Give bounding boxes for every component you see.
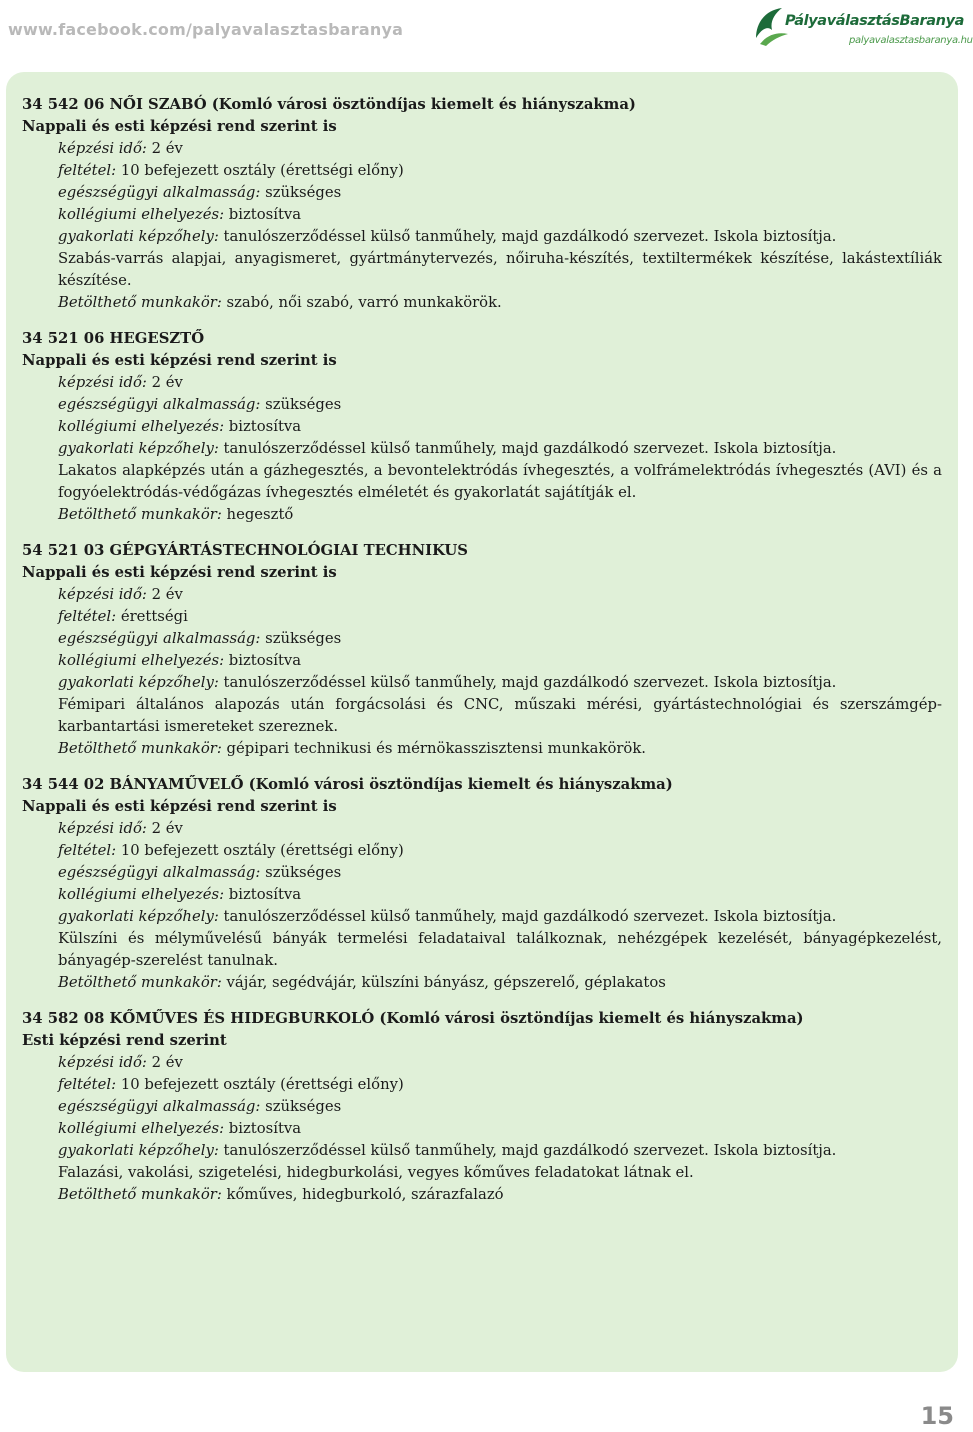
practice-row: [58, 226, 942, 248]
duration-value: 2 év: [151, 374, 183, 391]
course-mode: Nappali és esti képzési rend szerint is: [22, 352, 337, 369]
duration-row: [58, 818, 942, 840]
condition-row: [58, 1074, 942, 1096]
duration-label: képzési idő:: [58, 820, 147, 837]
course-description: Szabás-varrás alapjai, anyagismeret, gyártmánytervezés, nőiruha-készítés, textiltermékek készítése, lakástextíliák készítése.: [58, 250, 942, 289]
course-section: [22, 1008, 942, 1206]
jobs-value: vájár, segédvájár, külszíni bányász, gépszerelő, géplakatos: [226, 974, 666, 991]
health-label: egészségügyi alkalmasság:: [58, 396, 261, 413]
course-mode: Esti képzési rend szerint: [22, 1032, 227, 1049]
duration-label: képzési idő:: [58, 1054, 147, 1071]
course-section: [22, 774, 942, 994]
dorm-label: kollégiumi elhelyezés:: [58, 206, 225, 223]
condition-label: feltétel:: [58, 162, 117, 179]
course-mode: Nappali és esti képzési rend szerint is: [22, 564, 337, 581]
course-description: Falazási, vakolási, szigetelési, hidegburkolási, vegyes kőműves feladatokat látnak el.: [58, 1164, 694, 1181]
course-title: 34 521 06 HEGESZTŐ: [22, 330, 205, 347]
jobs-row: [58, 504, 942, 526]
course-section: [22, 540, 942, 760]
health-label: egészségügyi alkalmasság:: [58, 630, 261, 647]
dorm-value: biztosítva: [228, 206, 302, 223]
jobs-label: Betölthető munkakör:: [58, 506, 222, 523]
condition-label: feltétel:: [58, 608, 117, 625]
course-details: [22, 818, 942, 994]
practice-label: gyakorlati képzőhely:: [58, 674, 219, 691]
dorm-value: biztosítva: [228, 418, 302, 435]
duration-value: 2 év: [151, 140, 183, 157]
practice-row: [58, 672, 942, 694]
health-row: [58, 182, 942, 204]
header-url[interactable]: www.facebook.com/palyavalasztasbaranya: [8, 20, 404, 39]
practice-label: gyakorlati képzőhely:: [58, 440, 219, 457]
course-list: [22, 94, 942, 1220]
practice-row: [58, 906, 942, 928]
course-mode: Nappali és esti képzési rend szerint is: [22, 118, 337, 135]
dorm-row: [58, 884, 942, 906]
jobs-value: gépipari technikusi és mérnökasszisztensi munkakörök.: [226, 740, 647, 757]
jobs-row: [58, 972, 942, 994]
course-description: Külszíni és mélyművelésű bányák termelési feladataival találkoznak, nehézgépek kezelését, bányagépkezelést, bányagép-szerelést tanulnak.: [58, 930, 942, 969]
jobs-row: [58, 738, 942, 760]
duration-value: 2 év: [151, 820, 183, 837]
duration-row: [58, 138, 942, 160]
course-description: Fémipari általános alapozás után forgácsolási és CNC, műszaki mérési, gyártástechnológiai és szerszámgép-karbantartási ismereteket szereznek.: [58, 696, 942, 735]
condition-value: 10 befejezett osztály (érettségi előny): [120, 1076, 404, 1093]
condition-row: [58, 160, 942, 182]
dorm-row: [58, 1118, 942, 1140]
course-title: 34 582 08 KŐMŰVES ÉS HIDEGBURKOLÓ (Komló városi ösztöndíjas kiemelt és hiányszakma): [22, 1010, 804, 1027]
practice-value: tanulószerződéssel külső tanműhely, majd gazdálkodó szervezet. Iskola biztosítja.: [223, 908, 837, 925]
practice-row: [58, 438, 942, 460]
health-label: egészségügyi alkalmasság:: [58, 864, 261, 881]
health-value: szükséges: [265, 184, 342, 201]
duration-row: [58, 584, 942, 606]
course-details: [22, 138, 942, 314]
dorm-label: kollégiumi elhelyezés:: [58, 886, 225, 903]
duration-label: képzési idő:: [58, 586, 147, 603]
jobs-row: [58, 1184, 942, 1206]
jobs-label: Betölthető munkakör:: [58, 740, 222, 757]
dorm-label: kollégiumi elhelyezés:: [58, 1120, 225, 1137]
health-row: [58, 394, 942, 416]
health-label: egészségügyi alkalmasság:: [58, 1098, 261, 1115]
condition-value: 10 befejezett osztály (érettségi előny): [120, 842, 404, 859]
health-row: [58, 862, 942, 884]
course-title: 34 542 06 NŐI SZABÓ (Komló városi ösztöndíjas kiemelt és hiányszakma): [22, 96, 636, 113]
practice-value: tanulószerződéssel külső tanműhely, majd gazdálkodó szervezet. Iskola biztosítja.: [223, 1142, 837, 1159]
duration-value: 2 év: [151, 1054, 183, 1071]
duration-row: [58, 1052, 942, 1074]
logo-title: PályaválasztásBaranya: [785, 13, 965, 29]
jobs-label: Betölthető munkakör:: [58, 974, 222, 991]
course-section: [22, 328, 942, 526]
jobs-label: Betölthető munkakör:: [58, 294, 222, 311]
course-description: Lakatos alapképzés után a gázhegesztés, a bevontelektródás ívhegesztés, a volfrámelektródás ívhegesztés (AVI) és a fogyóelektródás-védőgázas ívhegesztés elméletét és gyakorlatát sajátítják el.: [58, 462, 942, 501]
health-value: szükséges: [265, 630, 342, 647]
course-title: 54 521 03 GÉPGYÁRTÁSTECHNOLÓGIAI TECHNIKUS: [22, 542, 468, 559]
jobs-row: [58, 292, 942, 314]
dorm-label: kollégiumi elhelyezés:: [58, 652, 225, 669]
condition-label: feltétel:: [58, 1076, 117, 1093]
course-mode: Nappali és esti képzési rend szerint is: [22, 798, 337, 815]
practice-value: tanulószerződéssel külső tanműhely, majd gazdálkodó szervezet. Iskola biztosítja.: [223, 228, 837, 245]
condition-row: [58, 606, 942, 628]
condition-value: 10 befejezett osztály (érettségi előny): [120, 162, 404, 179]
health-label: egészségügyi alkalmasság:: [58, 184, 261, 201]
condition-label: feltétel:: [58, 842, 117, 859]
page-number: 15: [920, 1402, 954, 1430]
course-title: 34 544 02 BÁNYAMŰVELŐ (Komló városi ösztöndíjas kiemelt és hiányszakma): [22, 776, 673, 793]
dorm-value: biztosítva: [228, 652, 302, 669]
practice-row: [58, 1140, 942, 1162]
jobs-value: szabó, női szabó, varró munkakörök.: [226, 294, 502, 311]
dorm-row: [58, 650, 942, 672]
course-details: [22, 372, 942, 526]
dorm-value: biztosítva: [228, 886, 302, 903]
course-details: [22, 1052, 942, 1206]
practice-value: tanulószerződéssel külső tanműhely, majd gazdálkodó szervezet. Iskola biztosítja.: [223, 440, 837, 457]
site-logo[interactable]: [752, 4, 973, 50]
duration-value: 2 év: [151, 586, 183, 603]
practice-value: tanulószerződéssel külső tanműhely, majd gazdálkodó szervezet. Iskola biztosítja.: [223, 674, 837, 691]
dorm-row: [58, 204, 942, 226]
course-section: [22, 94, 942, 314]
practice-label: gyakorlati képzőhely:: [58, 1142, 219, 1159]
dorm-label: kollégiumi elhelyezés:: [58, 418, 225, 435]
health-value: szükséges: [265, 864, 342, 881]
health-value: szükséges: [265, 1098, 342, 1115]
course-details: [22, 584, 942, 760]
condition-row: [58, 840, 942, 862]
duration-label: képzési idő:: [58, 140, 147, 157]
jobs-value: kőműves, hidegburkoló, szárazfalazó: [226, 1186, 504, 1203]
health-row: [58, 1096, 942, 1118]
logo-subtitle: palyavalasztasbaranya.hu: [849, 35, 973, 46]
health-value: szükséges: [265, 396, 342, 413]
condition-value: érettségi: [120, 608, 188, 625]
duration-row: [58, 372, 942, 394]
practice-label: gyakorlati képzőhely:: [58, 908, 219, 925]
dorm-row: [58, 416, 942, 438]
dorm-value: biztosítva: [228, 1120, 302, 1137]
jobs-value: hegesztő: [226, 506, 294, 523]
duration-label: képzési idő:: [58, 374, 147, 391]
health-row: [58, 628, 942, 650]
practice-label: gyakorlati képzőhely:: [58, 228, 219, 245]
jobs-label: Betölthető munkakör:: [58, 1186, 222, 1203]
